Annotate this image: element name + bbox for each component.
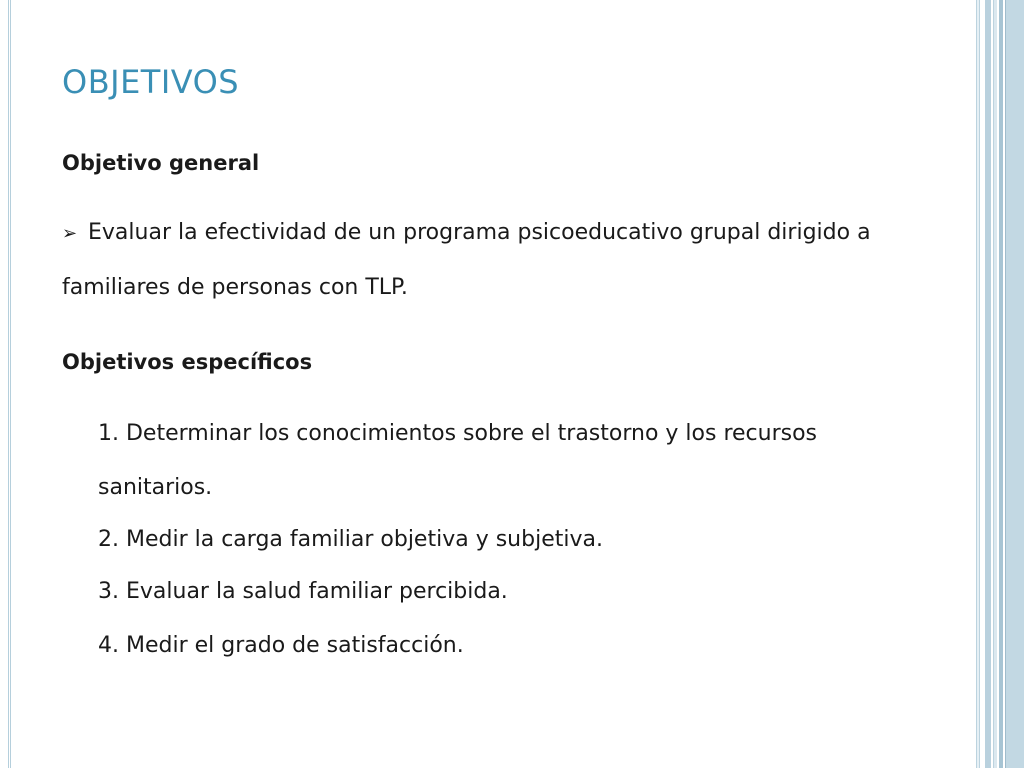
- right-stripe-4: [999, 0, 1003, 768]
- right-stripe-1: [976, 0, 980, 768]
- list-item: 2. Medir la carga familiar objetiva y subjetiva.: [98, 527, 603, 552]
- slide-content: [62, 148, 962, 673]
- left-frame-line: [8, 0, 11, 768]
- arrow-bullet-icon: ➢: [62, 223, 78, 244]
- general-objective-text: Evaluar la efectividad de un programa psicoeducativo grupal dirigido a familiares de personas con TLP.: [62, 220, 871, 300]
- right-stripe-2: [985, 0, 991, 768]
- right-stripe-5: [1005, 0, 1024, 768]
- list-item: 4. Medir el grado de satisfacción.: [98, 633, 464, 658]
- general-objective-heading: Objetivo general: [62, 151, 260, 175]
- slide-title: OBJETIVOS: [62, 63, 240, 101]
- specific-objectives-heading: Objetivos específicos: [62, 350, 313, 374]
- specific-objectives-list: [62, 407, 962, 673]
- list-item: 1. Determinar los conocimientos sobre el trastorno y los recursos sanitarios.: [98, 421, 818, 500]
- right-stripe-3: [993, 0, 997, 768]
- list-item: 3. Evaluar la salud familiar percibida.: [98, 579, 508, 604]
- general-objective-bullet: [62, 206, 962, 315]
